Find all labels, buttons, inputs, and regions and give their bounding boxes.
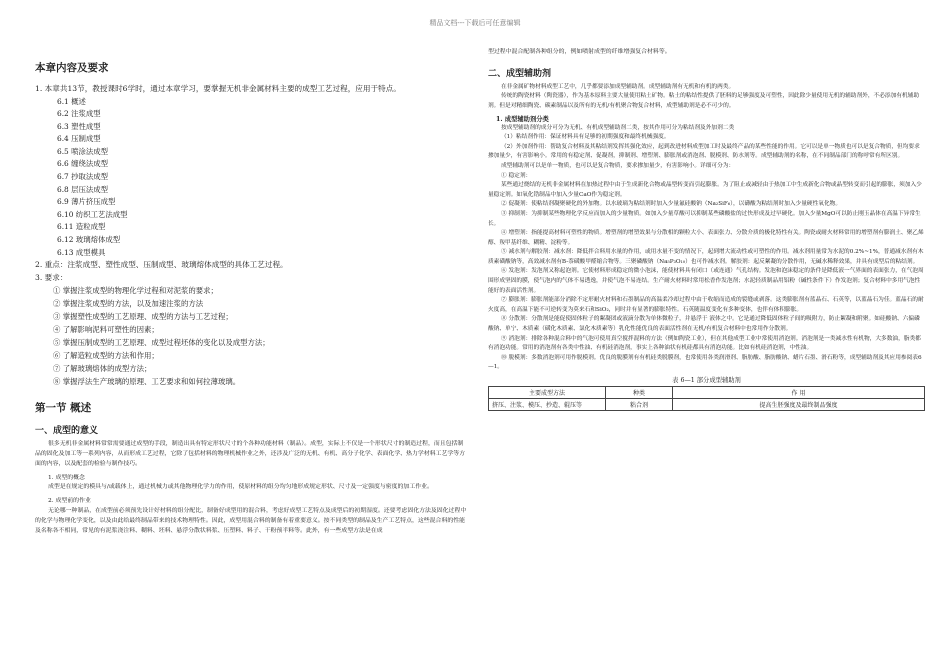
table-cell: 提高生胚强度及最终制品强度 bbox=[673, 399, 925, 411]
body-paragraph: 某些通过烧结的无机非金属材料在加热过程中由于生成新化合物或晶型转变而引起膨胀。为了阻止或减轻由于热加工中生成新化合物或晶型转变而引起的膨胀，须加入少量稳定剂。如氧化锆制品中加入少量CaO作为稳定剂。 bbox=[488, 182, 922, 198]
toc-item: 6.5 喷涂法成型 bbox=[57, 146, 109, 156]
body-paragraph: ④ 增塑剂：指能提高材料可塑性的物质。增塑剂的增塑效果与分散相的颗粒大小、表面张力、分散介质的极化特性有关。陶瓷或耐火材料常用的增塑剂有膨润土、聚乙烯醇、羧甲基纤维、糊精、淀粉等。 bbox=[488, 230, 924, 246]
requirement-item: ⑧ 掌握浮法生产玻璃的原理、工艺要求和如何拉薄玻璃。 bbox=[53, 377, 241, 387]
key-points: 2. 重点：注浆成型、塑性成型、压制成型、玻璃熔体成型的具体工艺过程。 bbox=[35, 260, 288, 270]
subsection-heading: 一、成型的意义 bbox=[35, 426, 99, 437]
auxiliary-table bbox=[488, 386, 925, 411]
body-paragraph: 在非金属矿物材料成型工艺中，几乎都要添加成型辅助剂。成型辅助剂有无机和有机的两类。 bbox=[501, 83, 735, 90]
section-title: 第一节 概述 bbox=[35, 402, 92, 415]
body-paragraph: ② 促凝剂：使粘结剂凝聚硬化的外加物。以水玻璃为粘结剂时加入少量氟硅酸钠（Na₂SiF₆），以礴酸为粘结剂时加入少量硬性氧化物。 bbox=[501, 201, 842, 208]
toc-item: 6.7 抄取法成型 bbox=[57, 172, 109, 182]
toc-list bbox=[35, 96, 468, 260]
chapter-title: 本章内容及要求 bbox=[35, 62, 109, 74]
left-column bbox=[35, 54, 468, 536]
requirement-item: ⑦ 了解玻璃熔体的成型方法； bbox=[53, 364, 152, 374]
numbered-item: 2. 成型前的作业 bbox=[48, 498, 91, 505]
body-paragraph: （1）粘结剂作用：保证材料具有足够的初期强度和最终机械强度。 bbox=[501, 134, 670, 141]
toc-item: 6.11 造粒成型 bbox=[57, 222, 106, 232]
toc-item: 6.8 层压法成型 bbox=[57, 184, 109, 194]
toc-item: 6.10 纺织工艺法成型 bbox=[57, 209, 128, 219]
table-header-row bbox=[489, 387, 925, 399]
body-paragraph: ⑦ 膨胀剂：膨胀剂能部分消除不定形耐火材料和石墨制品的高温柔冷却过程中由于收缩而造成的裂缝或剥落。这类膨胀剂有蓝晶石、石英等，以蓝晶石为佳。蓝晶石的耐火度高，在高温下能不可逆转变为莫来石和SiO₂，同时并有显著的膨胀特性。石英随温度变化有多种变体，也伴有体积膨胀。 bbox=[488, 297, 924, 313]
body-paragraph: 成型辅助剂可以是单一物质，也可以是复合物质，要求掺加量少，有害影响小。详细可分为： bbox=[501, 162, 735, 169]
body-paragraph: ⑥ 发泡剂：发泡剂又称起泡剂。它使材料形成稳定的微小泡沫，能使材料具有闭口（或连通）气孔结构。发泡和泡沫稳定的条件是降低液一气界面的表面张力，在气泡周围形成坚固的膜，使气泡内的气体不易透逸，并使气泡不易连结。生产耐火材料时常用松香作发泡剂；水泥轻质制品用铝粉（碱性条件下）作发泡剂；复合材料中多用气泡性能好的表面活性剂。 bbox=[488, 268, 924, 294]
requirement-item: ④ 了解影响泥料可塑性的因素； bbox=[53, 325, 159, 335]
body-paragraph: ③ 抑制剂：为抑制某些物理化学反应而加入的少量物质。如加入少量草酸可以抑制某些磷酸盐的过快形成及过早硬化。加入少量MgO可以防止刚玉晶体在高温下异常生长。 bbox=[488, 210, 921, 227]
requirement-item: ① 掌握注浆成型的物理化学过程和对泥浆的要求； bbox=[53, 286, 218, 296]
table-header-cell: 主要成型方法 bbox=[489, 387, 606, 399]
body-paragraph: ⑨ 消泡剂：排除各种混合料中的气泡可使用真空搅拌混料的方法（例如陶瓷工业），但在其他成型工业中常使用消泡剂。消泡剂是一类减水性有机物，大多数油，脂类都有消泡功能。常用的消泡剂有各类中性油、有机硅消泡剂，事实上各种油状有机硅都具有消泡功能。比如有机硅消泡剂，中性油。 bbox=[488, 335, 921, 352]
body-paragraph: 无论哪一种制品，在成型前必须预先设计好材料的组分配比，制备好成型用的混合料，考虑好成型工艺特点及成型后的初期湿度。还要考虑固化方法及固化过程中的化学与物理化学变化，以及由此给最终制品带来的技术物理特性。因此，成型用混合料的制备有着重要意义。按不同类型的制品及生产工艺特点，这些混合料的性能及名称各不相同，常见的有泥浆浇注料、糊料、坯料、悬浮分散状料浆、压塑料、料子、干粉预半料等。此外，有一些成型方法是在成 bbox=[35, 508, 467, 534]
body-paragraph: （2）外加剂作用：帮助复合材料及其粘结剂发挥其强化效应，起到改进材料成型加工时及最终产品的某些性能的作用。它可以是单一物质也可以是复合物质，但均要求掺加量少，有害影响小。常用的有稳定剂、促凝剂，抑制剂、增塑剂、膨胀剂或消泡剂、脱模剂、防水剂等。成型辅助剂的名称，在不同制品部门的称呼常有所区别。 bbox=[488, 143, 920, 160]
continued-text: 型过程中混合配制各种组分的，例如喷射成型的纤维增强复合材料等。 bbox=[488, 49, 671, 55]
requirement-item: ② 掌握注浆成型的方法，以及加速注浆的方法 bbox=[53, 299, 204, 309]
right-column bbox=[488, 48, 925, 411]
toc-item: 6.2 注浆成型 bbox=[57, 109, 101, 119]
body-paragraph: ① 稳定剂： bbox=[501, 172, 532, 179]
body-paragraph: ⑧ 分散剂：分散剂是能促使固体粒子的絮凝团或液滴分散为单体微粒子，并悬浮于 液体之中。它是通过降低固体粒子间的吸附力，防止絮凝和附聚。如硅酸钠、六偏磷酸钠、单宁、木质素（磺化木质素、氯化木质素等）乳化性能优良的表面活性剂在无机/有机复合材料中也常用作分散剂。 bbox=[488, 316, 920, 333]
classification-heading: 1. 成型辅助剂分类 bbox=[496, 115, 549, 123]
requirement-item: ③ 掌握塑性成型的工艺原理、成型的方法与工艺过程； bbox=[53, 312, 233, 322]
table-caption: 表 6—1 部分成型辅助剂 bbox=[672, 377, 741, 385]
toc-item: 6.13 成型模具 bbox=[57, 247, 106, 257]
body-paragraph: 按成型辅助剂的成分可分为无机、有机成型辅助剂二类，按其作用可分为粘结剂及外加剂二类 bbox=[501, 124, 735, 131]
body-paragraph: 成型是在规定的模具与/或载体上，通过机械力或其他物理化学力的作用，使原材料的组分均匀地形成规定形状、尺寸及一定强度与密度的加工作业。 bbox=[48, 484, 433, 491]
requirements-list bbox=[35, 284, 468, 388]
requirement-item: ⑥ 了解造粒成型的方法和作用； bbox=[53, 351, 159, 361]
numbered-item: 1. 成型的概念 bbox=[48, 474, 85, 481]
toc-item: 6.6 缠绕法成型 bbox=[57, 159, 109, 169]
body-paragraph: 很多无机非金属材料常常需要通过成型的手段，制造出具有特定形状尺寸的个各种功能材料（制品）。成型，实际上不仅是一个形状尺寸的制造过程，而且包括制品的固化及加工等一系列内容，从而形成工艺过程，它除了包括材料的物理机械作业之外，还涉及广泛的无机、有机、高分子化学、表面化学、热力学材料工艺学等方面的内容，以及配套的检验与制作技巧。 bbox=[35, 441, 466, 467]
table-cell: 粘合剂 bbox=[606, 399, 673, 411]
subsection-heading: 二、成型辅助剂 bbox=[488, 68, 552, 79]
toc-item: 6.1 概述 bbox=[57, 96, 86, 106]
toc-item: 6.3 塑性成型 bbox=[57, 121, 101, 131]
header-watermark: 精品文档---下载后可任意编辑 bbox=[429, 19, 521, 27]
table-header-cell: 种类 bbox=[606, 387, 673, 399]
toc-item: 6.12 玻璃熔体成型 bbox=[57, 235, 121, 245]
table-header-cell: 作 用 bbox=[673, 387, 925, 399]
requirements-heading: 3. 要求： bbox=[35, 272, 68, 282]
toc-item: 6.4 压制成型 bbox=[57, 134, 101, 144]
intro-paragraph: 1. 本章共13节，教授课时6学时，通过本章学习，要掌握无机非金属材料主要的成型工艺过程，应用于特点。 bbox=[35, 84, 401, 93]
requirement-item: ⑤ 掌握压制成型的工艺原理、成型过程坯体的变化以及成型方法； bbox=[53, 338, 270, 348]
table-cell: 挤压、注浆、模压、抄造、辊压等 bbox=[489, 399, 606, 411]
body-paragraph: ⑩ 脱模剂：多数消泡剂可用作脱模剂。优良的脱膜剂有有机硅类脱膜剂，也常使用各类润滑剂、脂肪酸、脂肪酸钠、蜡片石墨、滑石粉等，成型辅助剂及其应用参阅表6—1。 bbox=[488, 354, 922, 371]
table-row bbox=[489, 399, 925, 411]
body-paragraph: 传统的陶瓷材料（陶瓷器），作为基本原料主要大量使用粘土矿物。粘土的粘结性提供了胚料的足够强度及可塑性，因此除少量使用无机的辅助剂外，不必添加有机辅助剂。但是对精细陶瓷、碳素制品以及所有的无机/有机聚合物复合材料，成型辅助剂是必不可少的。 bbox=[488, 93, 920, 109]
body-paragraph: ⑤ 减水剂与解胶剂：减水剂：降低拌合料用水量的作用，或用水量不变的情况下，起到增大流动性或可塑性的作用。减水剂用量常为水泥的0.2%~1%，普通减水剂有木质素磺酸钠等，高效减水剂有B-萘磺酸甲醛缩合物等。三聚磷酸钠（Na₅P₃O₁₀）也可作减水剂。解胶剂：起反絮凝的分散作用，无碱水稀释效果，并具有成型后的粘结剂。 bbox=[488, 249, 924, 265]
toc-item: 6.9 薄片挤压成型 bbox=[57, 197, 116, 207]
